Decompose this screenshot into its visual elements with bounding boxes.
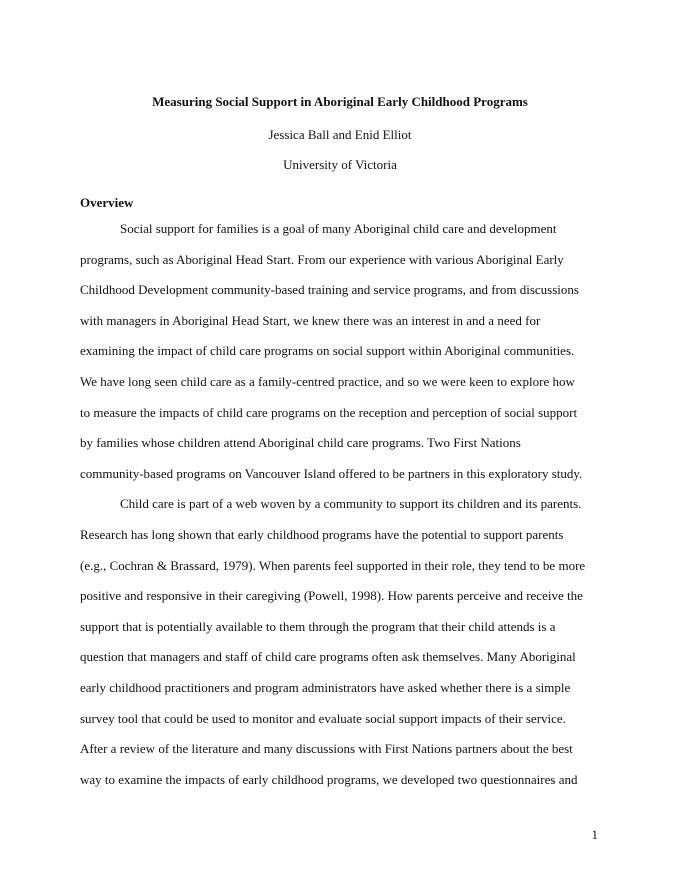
paragraph-line: (e.g., Cochran & Brassard, 1979). When parents feel supported in their role, they tend to be more	[80, 557, 586, 573]
paragraph-line: to measure the impacts of child care programs on the reception and perception of social support	[80, 404, 578, 420]
paragraph-line: Social support for families is a goal of many Aboriginal child care and development	[120, 221, 557, 236]
paragraph-line: Child care is part of a web woven by a community to support its children and its parents.	[120, 496, 582, 512]
document-title: Measuring Social Support in Aboriginal Early Childhood Programs	[152, 94, 528, 109]
paragraph-line: survey tool that could be used to monitor and evaluate social support impacts of their service.	[80, 710, 566, 726]
paragraph-line: After a review of the literature and many discussions with First Nations partners about the best	[80, 741, 573, 757]
paragraph-line: examining the impact of child care programs on social support within Aboriginal communities.	[80, 343, 575, 359]
paragraph-line: Childhood Development community-based training and service programs, and from discussions	[80, 282, 579, 298]
document-authors: Jessica Ball and Enid Elliot	[268, 127, 412, 142]
paragraph-line: positive and responsive in their caregiving (Powell, 1998). How parents perceive and receive the	[80, 588, 583, 604]
paragraph-line: by families whose children attend Aboriginal child care programs. Two First Nations	[80, 435, 521, 451]
paragraph-line: community-based programs on Vancouver Island offered to be partners in this exploratory study.	[80, 465, 583, 481]
paragraph-line: early childhood practitioners and program administrators have asked whether there is a simple	[80, 679, 571, 695]
section-heading-overview: Overview	[80, 195, 134, 210]
paragraph-line: way to examine the impacts of early childhood programs, we developed two questionnaires and	[80, 771, 578, 787]
paragraph-line: support that is potentially available to them through the program that their child attends is a	[80, 618, 556, 634]
paragraph-line: We have long seen child care as a family-centred practice, and so we were keen to explore how	[80, 373, 575, 389]
paragraph-line: Research has long shown that early childhood programs have the potential to support parents	[80, 526, 564, 542]
document-affiliation: University of Victoria	[283, 157, 397, 172]
paragraph-line: programs, such as Aboriginal Head Start. From our experience with various Aboriginal Early	[80, 251, 564, 267]
body-text	[80, 220, 600, 801]
paragraph-line: with managers in Aboriginal Head Start, we knew there was an interest in and a need for	[80, 312, 541, 328]
paragraph-line: question that managers and staff of child care programs often ask themselves. Many Aboriginal	[80, 649, 576, 665]
page-number: 1	[591, 827, 598, 842]
